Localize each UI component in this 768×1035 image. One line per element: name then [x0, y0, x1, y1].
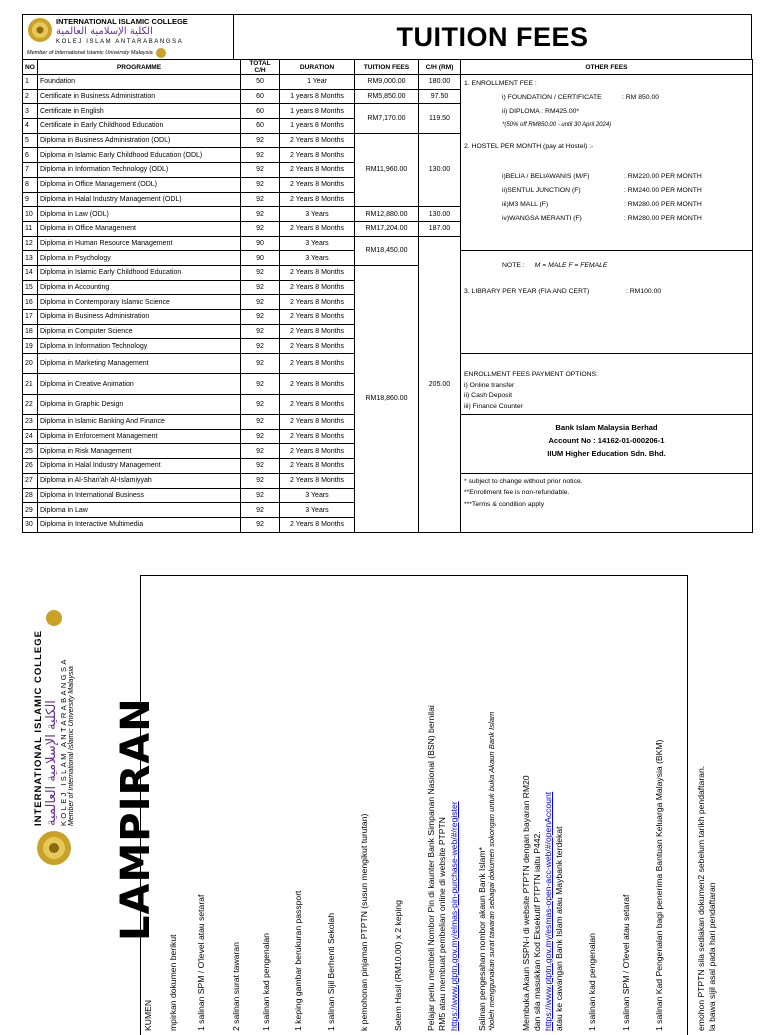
college-name-en: INTERNATIONAL ISLAMIC COLLEGE — [56, 17, 188, 26]
payment-option: i) Online transfer — [464, 381, 515, 389]
lampiran-line: 1 salinan SPM / O'level atau setaraf — [196, 894, 206, 1031]
college-name-ar: الكلية الإسلامية العالمية — [56, 26, 153, 37]
lampiran-college-en: INTERNATIONAL ISLAMIC COLLEGE — [33, 630, 44, 826]
row-programme: Certificate in Business Administration — [38, 89, 241, 104]
lampiran-line: Salinan pengesahan nombor akaun Bank Islam* — [477, 847, 487, 1031]
row-tuition-fee: RM5,850.00 — [355, 89, 419, 104]
lampiran-link[interactable]: https://www.ptptn.gov.my/elmas-pin-purchase-web/#/register — [449, 801, 459, 1031]
row-total-ch: 92 — [241, 221, 280, 236]
lampiran-member: Member of International Islamic University Malaysia — [68, 666, 75, 826]
row-programme: Diploma in Al-Shari'ah Al-Islamiyyah — [38, 473, 241, 488]
row-total-ch: 92 — [241, 207, 280, 222]
row-duration: 3 Years — [280, 488, 355, 503]
row-programme: Diploma in International Business — [38, 488, 241, 503]
row-no: 8 — [23, 177, 38, 192]
row-duration: 2 Years 8 Months — [280, 459, 355, 474]
row-no: 11 — [23, 221, 38, 236]
enroll-ii: ii) DIPLOMA : RM425.00* — [502, 108, 580, 116]
col-header-total-ch: TOTAL C/H — [241, 60, 280, 75]
row-rate: 187.00 — [419, 221, 461, 236]
footnote: * subject to change without prior notice. — [464, 477, 583, 485]
row-no: 9 — [23, 192, 38, 207]
row-no: 7 — [23, 163, 38, 178]
payment-option: ii) Cash Deposit — [464, 392, 512, 400]
lampiran-page — [33, 575, 717, 1035]
title-cell — [234, 15, 751, 59]
row-total-ch: 92 — [241, 459, 280, 474]
lampiran-line: 1 salinan Sijil Berhenti Sekolah — [326, 913, 336, 1031]
col-header-no: NO — [23, 60, 38, 75]
row-total-ch: 92 — [241, 324, 280, 339]
row-rate: 119.50 — [419, 104, 461, 133]
row-programme: Diploma in Marketing Management — [38, 354, 241, 374]
other-fees-block3 — [461, 354, 753, 415]
row-duration: 2 Years 8 Months — [280, 444, 355, 459]
row-duration: 2 Years 8 Months — [280, 280, 355, 295]
row-no: 20 — [23, 354, 38, 374]
row-tuition-fee: RM17,204.00 — [355, 221, 419, 236]
tuition-fee-sheet — [22, 14, 752, 533]
member-line — [27, 48, 229, 58]
hostel-line — [464, 184, 749, 198]
lampiran-line: Setem Hasil (RM10.00) x 2 keping — [393, 900, 403, 1031]
lampiran-line: 1 keping gambar berukuran passport — [293, 890, 303, 1031]
bank-holder: IIUM Higher Education Sdn. Bhd. — [547, 449, 666, 459]
enroll-title: 1. ENROLLMENT FEE : — [464, 80, 537, 87]
row-total-ch: 92 — [241, 265, 280, 280]
col-header-programme: PROGRAMME — [38, 60, 241, 75]
hostel-price: : RM240.00 PER MONTH — [624, 187, 702, 195]
hostel-name: i)BELIA / BELIAWANIS (M/F) — [502, 172, 590, 180]
row-rate: 180.00 — [419, 75, 461, 90]
row-no: 29 — [23, 503, 38, 518]
other-fees-block4 — [461, 415, 753, 474]
row-total-ch: 92 — [241, 374, 280, 394]
row-no: 2 — [23, 89, 38, 104]
row-total-ch: 60 — [241, 119, 280, 134]
lampiran-line: 1 salinan SPM / O'level atau setaraf — [621, 894, 631, 1031]
row-programme: Diploma in Creative Animation — [38, 374, 241, 394]
row-tuition-fee: RM18,860.00 — [355, 265, 419, 532]
lampiran-line: la bawa sijil asal pada hari pendaftaran — [707, 882, 717, 1031]
lampiran-line: k pemohonan pinjaman PTPTN (susun mengikut turutan) — [359, 813, 369, 1031]
row-total-ch: 92 — [241, 295, 280, 310]
row-total-ch: 90 — [241, 236, 280, 251]
enroll-i-line — [464, 91, 749, 105]
row-no: 6 — [23, 148, 38, 163]
lampiran-college-my: KOLEJ ISLAM ANTARABANGSA — [59, 657, 68, 826]
college-crest-icon — [27, 17, 53, 43]
row-total-ch: 92 — [241, 354, 280, 374]
other-fees-content — [464, 77, 749, 227]
library-value: : RM100.00 — [626, 288, 662, 296]
lampiran-title: LAMPIRAN — [113, 697, 159, 941]
row-rate: 130.00 — [419, 207, 461, 222]
spacer — [464, 356, 749, 370]
row-no: 3 — [23, 104, 38, 119]
row-tuition-fee: RM9,000.00 — [355, 75, 419, 90]
lampiran-line: 1 salinan kad pengenalan — [587, 933, 597, 1031]
row-duration: 1 Year — [280, 75, 355, 90]
row-duration: 2 Years 8 Months — [280, 374, 355, 394]
row-duration: 2 Years 8 Months — [280, 177, 355, 192]
row-duration: 3 Years — [280, 207, 355, 222]
note-text: M = MALE F = FEMALE — [534, 262, 608, 270]
row-no: 4 — [23, 119, 38, 134]
row-programme: Diploma in Business Administration — [38, 310, 241, 325]
lampiran-line: 1 salinan Kad Pengenalan bagi penerima Bantuan Keluarga Malaysia (BKM) — [654, 739, 664, 1031]
row-tuition-fee: RM12,880.00 — [355, 207, 419, 222]
row-no: 21 — [23, 374, 38, 394]
row-programme: Certificate in Early Childhood Education — [38, 119, 241, 134]
footnote: **Enrollment fee is non-refundable. — [464, 489, 570, 497]
row-duration: 1 years 8 Months — [280, 119, 355, 134]
row-total-ch: 90 — [241, 251, 280, 266]
row-programme: Diploma in Law — [38, 503, 241, 518]
row-no: 18 — [23, 324, 38, 339]
row-no: 10 — [23, 207, 38, 222]
row-duration: 2 Years 8 Months — [280, 163, 355, 178]
payment-option: iii) Finance Counter — [464, 402, 523, 410]
row-total-ch: 92 — [241, 280, 280, 295]
library-line — [464, 285, 749, 299]
row-rate: 97.50 — [419, 89, 461, 104]
page-title: TUITION FEES — [396, 21, 589, 52]
note-line — [464, 259, 749, 273]
spacer — [464, 130, 749, 140]
col-header-tuition-fees: TUITION FEES — [355, 60, 419, 75]
other-fees-content — [464, 417, 749, 460]
row-duration: 2 Years 8 Months — [280, 133, 355, 148]
lampiran-line: *boleh menggunakan surat tawaran sebagai dokumen sokongan untuk buka Akaun Bank Islam — [487, 711, 496, 1031]
row-no: 16 — [23, 295, 38, 310]
row-no: 14 — [23, 265, 38, 280]
row-total-ch: 92 — [241, 339, 280, 354]
row-total-ch: 92 — [241, 488, 280, 503]
row-duration: 2 Years 8 Months — [280, 310, 355, 325]
hostel-line — [464, 212, 749, 226]
spacer — [464, 273, 749, 285]
col-header-duration: DURATION — [280, 60, 355, 75]
hostel-price: : RM280.00 PER MONTH — [624, 215, 702, 223]
other-fees-block5 — [461, 473, 753, 532]
hostel-name: iv)WANGSA MERANTI (F) — [502, 215, 582, 223]
other-fees-content — [464, 476, 749, 511]
col-header-other-fees: OTHER FEES — [461, 60, 753, 75]
college-name-my: KOLEJ ISLAM ANTARABANGSA — [56, 39, 184, 45]
footnote: ***Terms & condition apply — [464, 500, 545, 508]
row-duration: 1 years 8 Months — [280, 89, 355, 104]
row-no: 5 — [23, 133, 38, 148]
enroll-i-value: : RM 850.00 — [622, 94, 660, 102]
bank-name: Bank Islam Malaysia Berhad — [555, 423, 658, 433]
row-total-ch: 92 — [241, 444, 280, 459]
member-text: Member of International Islamic University Malaysia — [27, 50, 153, 56]
row-total-ch: 92 — [241, 517, 280, 532]
row-duration: 2 Years 8 Months — [280, 324, 355, 339]
enroll-i-label: i) FOUNDATION / CERTIFICATE — [502, 94, 602, 102]
library-label: 3. LIBRARY PER YEAR (FIA AND CERT) — [464, 288, 590, 296]
row-programme: Diploma in Interactive Multimedia — [38, 517, 241, 532]
row-rate: 130.00 — [419, 133, 461, 206]
row-no: 1 — [23, 75, 38, 90]
sheet-header — [22, 14, 752, 59]
row-programme: Diploma in Islamic Banking And Finance — [38, 415, 241, 430]
row-no: 24 — [23, 429, 38, 444]
row-total-ch: 92 — [241, 163, 280, 178]
iium-emblem-icon — [156, 48, 166, 58]
row-total-ch: 60 — [241, 89, 280, 104]
row-programme: Diploma in Graphic Design — [38, 394, 241, 414]
lampiran-line: 1 salinan kad pengenalan — [261, 933, 271, 1031]
lampiran-line: mpirkan dokumen berikut — [168, 934, 178, 1031]
college-logo — [23, 15, 234, 59]
row-total-ch: 92 — [241, 310, 280, 325]
row-programme: Diploma in Law (ODL) — [38, 207, 241, 222]
lampiran-line: Pelajar perlu membeli Nombor Pin di kaunter Bank Simpanan Nasional (BSN) bernilai — [426, 705, 436, 1031]
row-duration: 3 Years — [280, 503, 355, 518]
row-total-ch: 92 — [241, 177, 280, 192]
lampiran-line: Membuka Akaun SSPN-i di website PTPTN dengan bayaran RM20 — [521, 775, 531, 1031]
row-programme: Diploma in Islamic Early Childhood Education (ODL) — [38, 148, 241, 163]
spacer — [464, 154, 749, 170]
row-duration: 2 Years 8 Months — [280, 394, 355, 414]
row-no: 26 — [23, 459, 38, 474]
table-row — [23, 75, 753, 90]
payment-title: ENROLLMENT FEES PAYMENT OPTIONS: — [464, 371, 598, 379]
row-programme: Diploma in Risk Management — [38, 444, 241, 459]
other-fees-block1 — [461, 75, 753, 251]
hostel-line — [464, 170, 749, 184]
row-programme: Diploma in Office Management (ODL) — [38, 177, 241, 192]
col-header-ch-rm: C/H (RM) — [419, 60, 461, 75]
lampiran-line: KUMEN — [143, 999, 153, 1031]
row-no: 15 — [23, 280, 38, 295]
row-duration: 2 Years 8 Months — [280, 295, 355, 310]
row-total-ch: 60 — [241, 104, 280, 119]
row-total-ch: 92 — [241, 473, 280, 488]
row-programme: Diploma in Islamic Early Childhood Education — [38, 265, 241, 280]
lampiran-college-ar: الكلية الإسلامية العالمية — [44, 700, 59, 826]
other-fees-content — [464, 259, 749, 299]
row-total-ch: 92 — [241, 429, 280, 444]
row-programme: Certificate in English — [38, 104, 241, 119]
row-duration: 2 Years 8 Months — [280, 415, 355, 430]
row-programme: Diploma in Office Management — [38, 221, 241, 236]
row-rate: 205.00 — [419, 236, 461, 532]
hostel-line — [464, 198, 749, 212]
lampiran-line: emohon PTPTN sila sediakan dokumen2 sebelum tarikh pendaftaran. — [696, 765, 706, 1031]
lampiran-line: dan sila masukkan Kod Eksekutif PTPTN iaitu P442. — [532, 831, 542, 1031]
fees-table — [22, 59, 753, 533]
row-duration: 2 Years 8 Months — [280, 148, 355, 163]
table-header-row — [23, 60, 753, 75]
lampiran-logo — [33, 610, 75, 866]
row-programme: Foundation — [38, 75, 241, 90]
lampiran-line: atau ke cawangan Bank Islam atau Maybank terdekat — [554, 826, 564, 1031]
row-programme: Diploma in Halal Industry Management — [38, 459, 241, 474]
row-programme: Diploma in Contemporary Islamic Science — [38, 295, 241, 310]
row-total-ch: 92 — [241, 133, 280, 148]
row-total-ch: 92 — [241, 415, 280, 430]
row-tuition-fee: RM18,450.00 — [355, 236, 419, 265]
row-total-ch: 92 — [241, 503, 280, 518]
row-programme: Diploma in Computer Science — [38, 324, 241, 339]
enroll-note: *(50% off RM850.00 - until 30 April 2024) — [502, 121, 612, 128]
hostel-title: 2. HOSTEL PER MONTH (pay at Hostel) :- — [464, 142, 594, 150]
note-label: NOTE : — [502, 262, 525, 270]
row-programme: Diploma in Halal Industry Management (ODL) — [38, 192, 241, 207]
row-duration: 3 Years — [280, 251, 355, 266]
row-tuition-fee: RM11,960.00 — [355, 133, 419, 206]
row-duration: 2 Years 8 Months — [280, 473, 355, 488]
row-programme: Diploma in Psychology — [38, 251, 241, 266]
row-total-ch: 50 — [241, 75, 280, 90]
row-total-ch: 92 — [241, 394, 280, 414]
row-programme: Diploma in Enforcement Management — [38, 429, 241, 444]
row-no: 27 — [23, 473, 38, 488]
row-programme: Diploma in Human Resource Management — [38, 236, 241, 251]
lampiran-line: 2 salinan surat tawaran — [231, 942, 241, 1031]
hostel-price: : RM220.00 PER MONTH — [624, 172, 702, 180]
row-no: 13 — [23, 251, 38, 266]
hostel-name: ii)SENTUL JUNCTION (F) — [502, 187, 581, 195]
row-duration: 2 Years 8 Months — [280, 339, 355, 354]
row-no: 25 — [23, 444, 38, 459]
row-total-ch: 92 — [241, 192, 280, 207]
row-duration: 3 Years — [280, 236, 355, 251]
row-duration: 2 Years 8 Months — [280, 192, 355, 207]
hostel-name: iii)M3 MALL (F) — [502, 201, 549, 209]
row-no: 28 — [23, 488, 38, 503]
row-no: 17 — [23, 310, 38, 325]
lampiran-line: RM5 atau membuat pembelian online di website PTPTN — [437, 817, 447, 1031]
row-total-ch: 92 — [241, 148, 280, 163]
iium-emblem-icon — [46, 610, 62, 626]
row-duration: 2 Years 8 Months — [280, 354, 355, 374]
row-no: 19 — [23, 339, 38, 354]
row-programme: Diploma in Business Administration (ODL) — [38, 133, 241, 148]
row-programme: Diploma in Information Technology (ODL) — [38, 163, 241, 178]
row-no: 22 — [23, 394, 38, 414]
other-fees-block2 — [461, 251, 753, 354]
row-programme: Diploma in Accounting — [38, 280, 241, 295]
row-tuition-fee: RM7,170.00 — [355, 104, 419, 133]
row-no: 12 — [23, 236, 38, 251]
row-duration: 2 Years 8 Months — [280, 265, 355, 280]
row-duration: 2 Years 8 Months — [280, 221, 355, 236]
row-no: 30 — [23, 517, 38, 532]
row-duration: 2 Years 8 Months — [280, 429, 355, 444]
other-fees-content — [464, 356, 749, 412]
lampiran-link[interactable]: https://www.ptptn.gov.my/esmas-open-acc-web/#/openAccount — [543, 791, 553, 1031]
hostel-price: : RM280.00 PER MONTH — [624, 201, 702, 209]
college-crest-icon — [36, 830, 72, 866]
row-programme: Diploma in Information Technology — [38, 339, 241, 354]
row-duration: 2 Years 8 Months — [280, 517, 355, 532]
row-no: 23 — [23, 415, 38, 430]
bank-account: Account No : 14162-01-000206-1 — [548, 436, 665, 446]
row-duration: 1 years 8 Months — [280, 104, 355, 119]
